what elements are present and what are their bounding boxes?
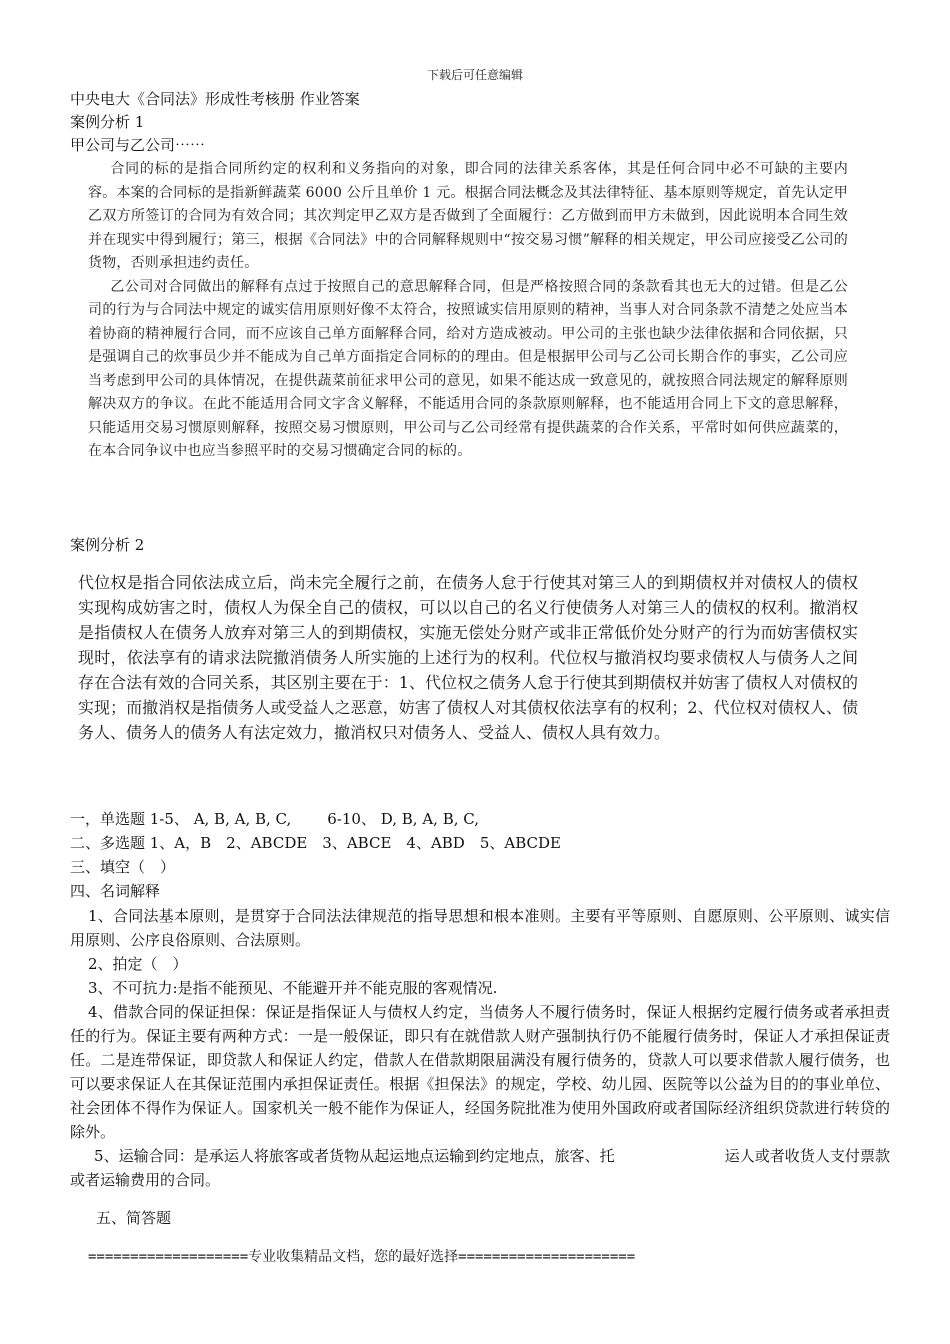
case2-paragraph: 代位权是指合同依法成立后，尚未完全履行之前，在债务人怠于行使其对第三人的到期债权并对债权人的债权实现构成妨害之时，债权人为保全自己的债权，可以以自己的名义行使债务人对第三人的债权的权利。撤消权是指债权人在债务人放弃对第三人的到期债权，实施无偿处分财产或非正常低价处分财产的行为而妨害债权实现时，依法享有的请求法院撤消债务人所实施的上述行为的权利。代位权与撤消权均要求债权人与债务人之间存在合法有效的合同关系，其区别主要在于：1、代位权之债务人怠于行使其到期债权并妨害了债权人对债权的实现；而撤消权是指债务人或受益人之恶意，妨害了债权人对其债权依法享有的权利；2、代位权对债权人、债务人、债务人的债务人有法定效力，撤消权只对债务人、受益人、债权人具有效力。 bbox=[78, 573, 858, 742]
case1-paragraph: 乙公司对合同做出的解释有点过于按照自己的意思解释合同，但是严格按照合同的条款看其也无大的过错。但是乙公司的行为与合同法中规定的诚实信用原则好像不太符合，按照诚实信用原则的精神，当事人对合同条款不清楚之处应当本着协商的精神履行合同，而不应该自己单方面解释合同，给对方造成被动。甲公司的主张也缺少法律依据和合同依据，只是强调自己的炊事员少并不能成为自己单方面指定合同标的的理由。但是根据甲公司与乙公司长期合作的事实，乙公司应当考虑到甲公司的具体情况，在提供蔬菜前征求甲公司的意见，如果不能达成一致意见的，就按照合同法规定的解释原则解决双方的争议。在此不能适用合同文字含义解释，不能适用合同的条款原则解释，也不能适用合同上下文的意思解释，只能适用交易习惯原则解释，按照交易习惯原则，甲公司与乙公司经常有提供蔬菜的合作关系，平常时如何供应蔬菜的，在本合同争议中也应当参照平时的交易习惯确定合同的标的。 bbox=[88, 278, 848, 459]
terms-section bbox=[70, 904, 890, 1192]
single-choice-part2: 6-10、 D, B, A, B, C, bbox=[327, 810, 479, 828]
short-answer-heading: 五、简答题 bbox=[96, 1209, 172, 1227]
header-note: 下载后可任意编辑 bbox=[426, 68, 523, 82]
term-4: 4、借款合同的保证担保：保证是指保证人与债权人约定，当债务人不履行债务时，保证人根据约定履行债务或者承担责任的行为。保证主要有两种方式：一是一般保证，即只有在就借款人财产强制执行仍不能履行债务时，保证人才承担保证责任。二是连带保证，即贷款人和保证人约定，借款人在借款期限届满没有履行债务的，贷款人可以要求借款人履行债务，也可以要求保证人在其保证范围内承担保证责任。根据《担保法》的规定，学校、幼儿园、医院等以公益为目的的事业单位、社会团体不得作为保证人。国家机关一般不能作为保证人，经国务院批准为使用外国政府或者国际经济组织贷款进行转贷的除外。 bbox=[70, 1003, 890, 1141]
term-5-part2: 运人或者收货人支付票款或者运输费用的合同。 bbox=[70, 1147, 890, 1189]
document-title: 中央电大《合同法》形成性考核册 作业答案 bbox=[70, 90, 360, 108]
case1-answer-image bbox=[88, 158, 848, 464]
case1-intro: 甲公司与乙公司⋯⋯ bbox=[70, 136, 206, 154]
term-3: 3、不可抗力:是指不能预见、不能避开并不能克服的客观情况. bbox=[88, 979, 498, 997]
case2-answer-image bbox=[78, 570, 858, 745]
term-2: 2、拍定（ ） bbox=[88, 955, 188, 973]
term-1: 1、合同法基本原则，是贯穿于合同法法律规范的指导思想和根本准则。主要有平等原则、自愿原则、公平原则、诚实信用原则、公序良俗原则、合法原则。 bbox=[70, 907, 890, 949]
case2-heading: 案例分析 2 bbox=[70, 536, 145, 554]
multi-choice-answers: 二、多选题 1、A，B 2、ABCDE 3、ABCE 4、ABD 5、ABCDE bbox=[70, 834, 561, 852]
term-5-part1: 5、运输合同：是承运人将旅客或者货物从起运地点运输到约定地点，旅客、托 bbox=[94, 1147, 615, 1165]
fill-blank-heading: 三、填空（ ） bbox=[70, 858, 176, 876]
terms-heading: 四、名词解释 bbox=[70, 882, 161, 900]
single-choice-answers bbox=[70, 808, 479, 829]
footer-banner: ===================专业收集精品文档，您的最好选择===================== bbox=[88, 1249, 636, 1265]
term-5 bbox=[70, 1144, 890, 1192]
case1-paragraph: 合同的标的是指合同所约定的权利和义务指向的对象，即合同的法律关系客体，其是任何合同中必不可缺的主要内容。本案的合同标的是指新鲜蔬菜 6000 公斤且单价 1 元。根据合同法概念及其法律特征、基本原则等规定，首先认定甲乙双方所签订的合同为有效合同；其次判定甲乙双方是否做到了全面履行：乙方做到而甲方未做到，因此说明本合同生效并在现实中得到履行；第三，根据《合同法》中的合同解释规则中“按交易习惯”解释的相关规定，甲公司应接受乙公司的货物，否则承担违约责任。 bbox=[88, 161, 848, 271]
single-choice-part1: 一，单选题 1-5、 A, B, A, B, C, bbox=[70, 810, 292, 828]
case1-heading: 案例分析 1 bbox=[70, 113, 145, 131]
